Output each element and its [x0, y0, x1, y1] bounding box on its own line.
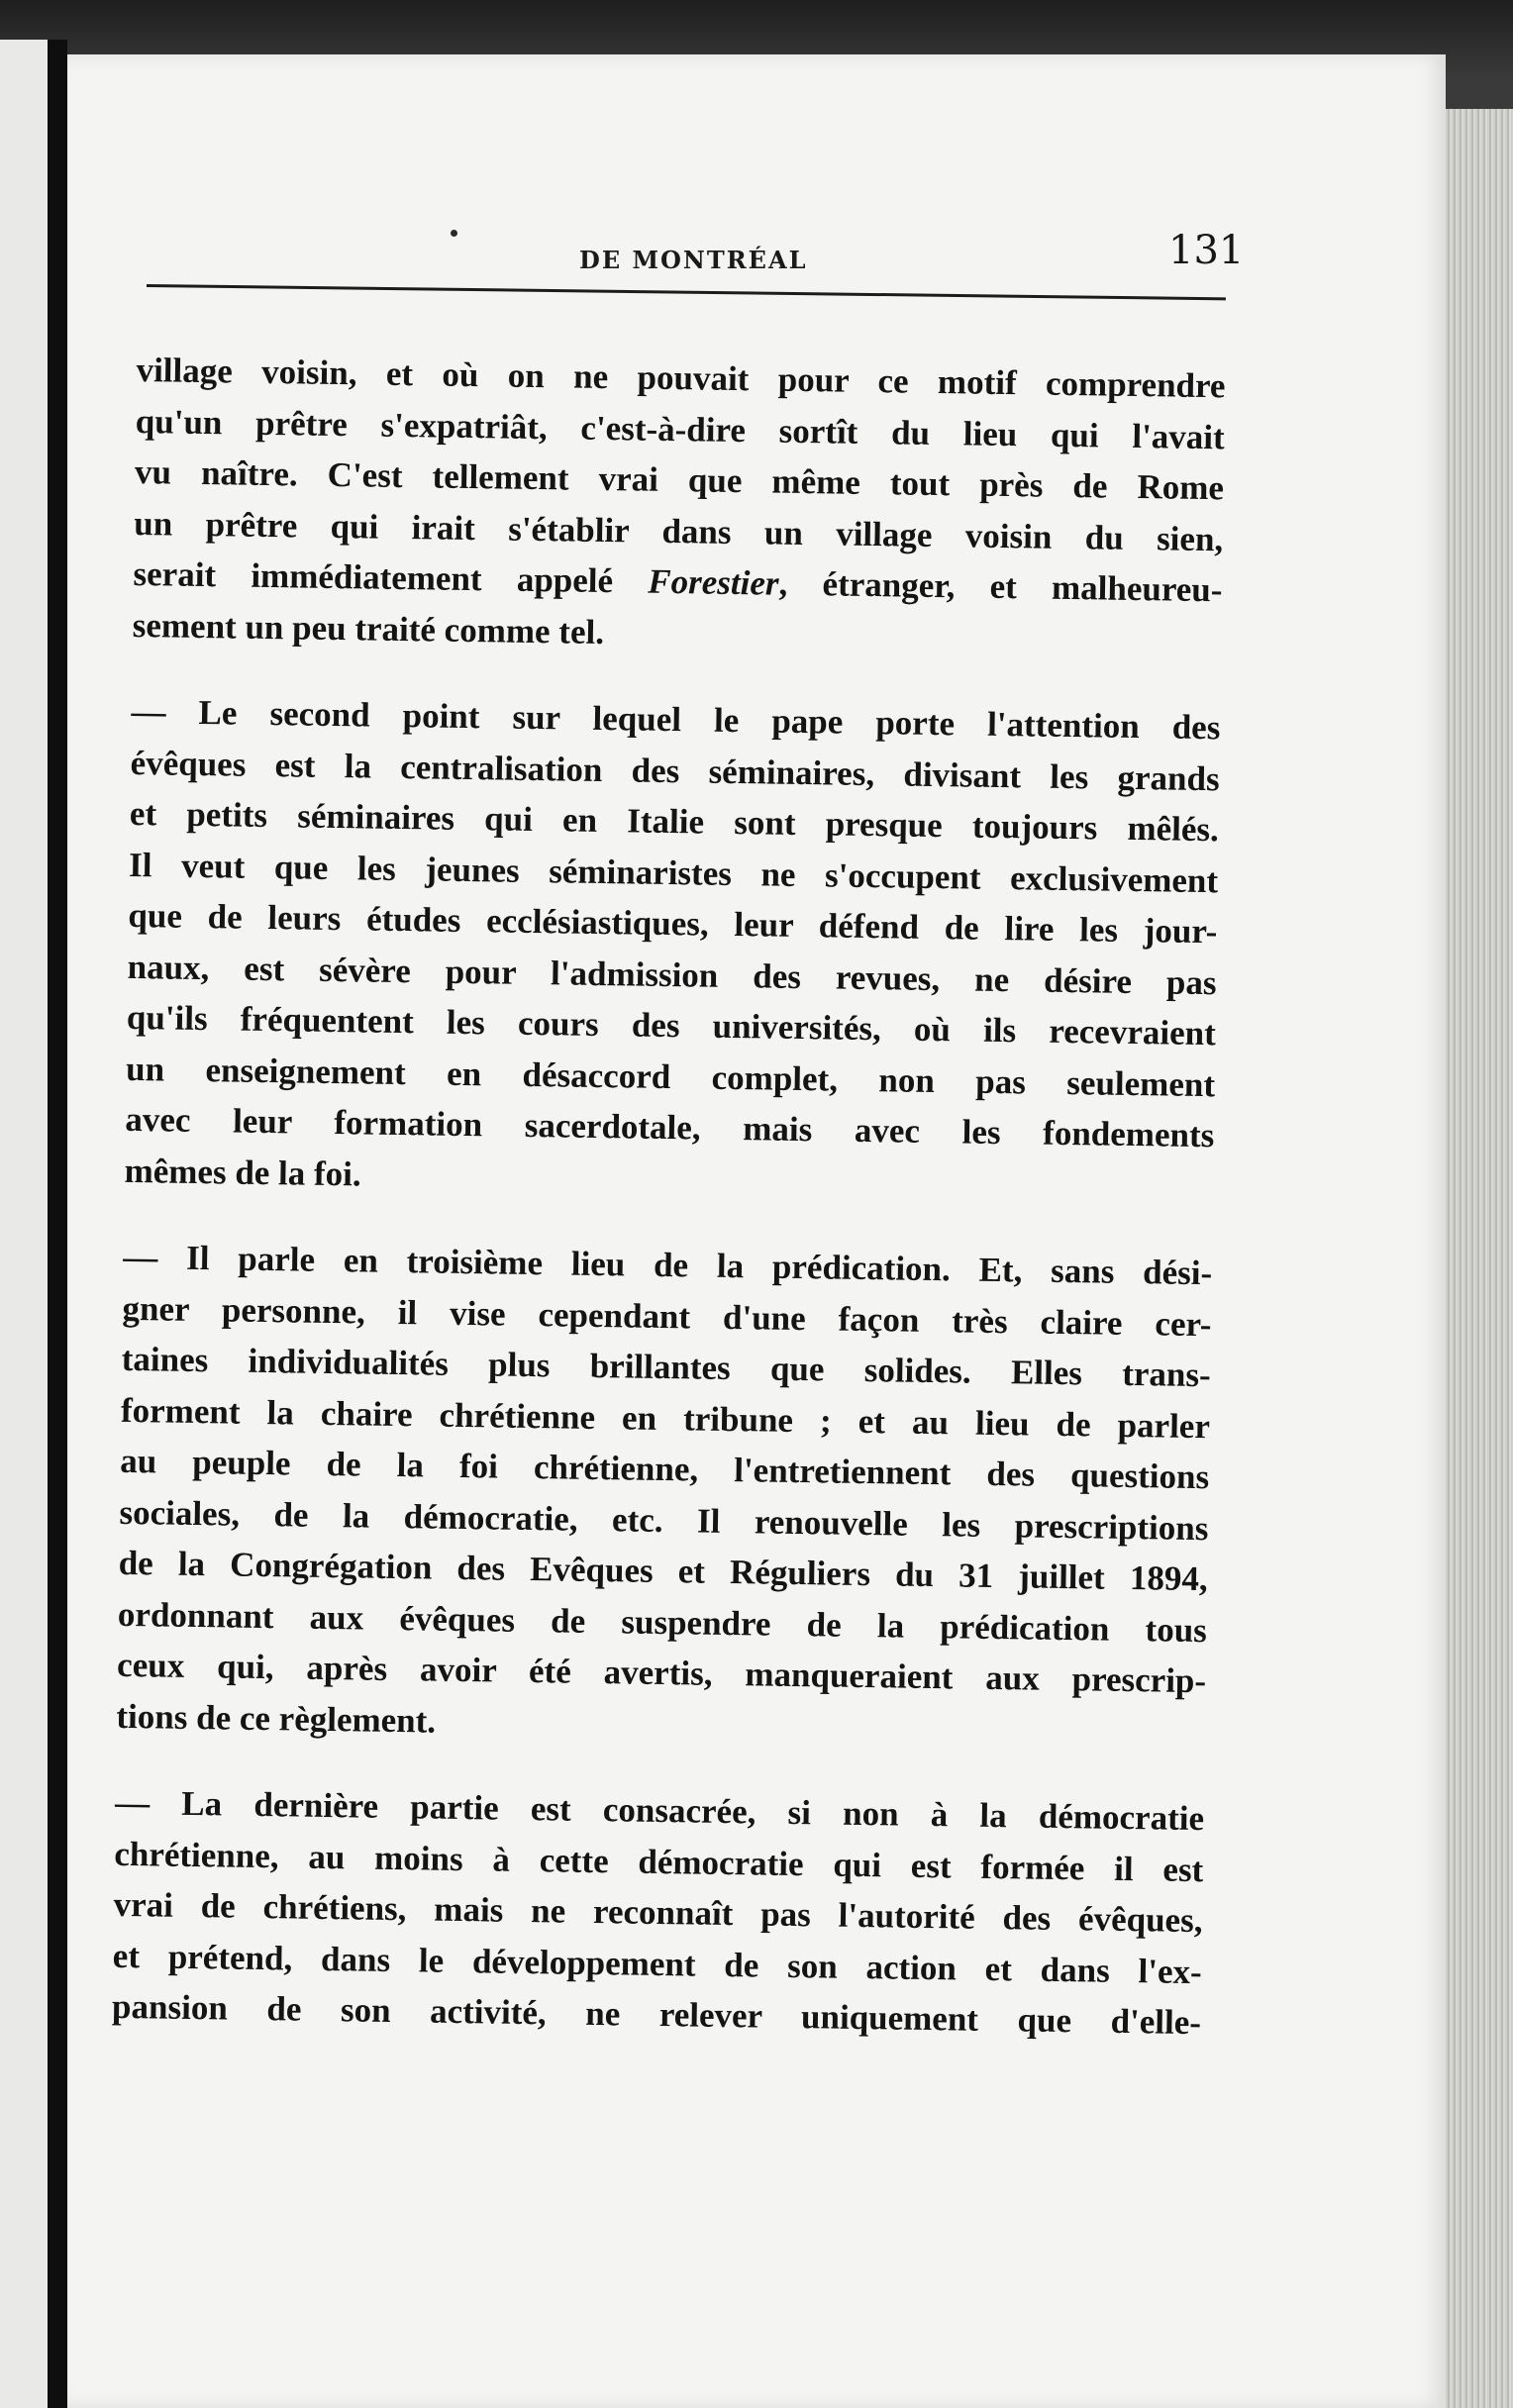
text-line: ceux qui, après avoir été avertis, manqueraient aux prescrip-: [116, 1645, 1207, 1701]
text-line: et petits séminaires qui en Italie sont presque toujours mêlés.: [129, 793, 1220, 850]
text-line: un enseignement en désaccord complet, non pas seulement: [125, 1049, 1216, 1104]
book-gutter: [48, 40, 67, 2408]
text-line: sociales, de la démocratie, etc. Il renouvelle les prescriptions: [119, 1492, 1209, 1548]
text-line: un prêtre qui irait s'établir dans un village voisin du sien,: [134, 503, 1224, 558]
paragraph-1: [132, 345, 1225, 666]
text-line: de la Congrégation des Evêques et Réguliers du 31 juillet 1894,: [118, 1543, 1208, 1599]
text-line: forment la chaire chrétienne en tribune ; et au lieu de parler: [120, 1390, 1211, 1446]
text-line: avec leur formation sacerdotale, mais avec les fondements: [125, 1099, 1215, 1155]
page-stack-edges: [1446, 109, 1513, 2408]
text-line: que de leurs études ecclésiastiques, leur défend de lire les jour-: [128, 895, 1218, 952]
text-line: gner personne, il vise cependant d'une façon très claire cer-: [122, 1288, 1212, 1344]
text-line: et prétend, dans le développement de son action et dans l'ex-: [112, 1936, 1203, 1991]
page-number: 131: [1168, 228, 1245, 273]
text-line: chrétienne, au moins à cette démocratie qui est formée il est: [114, 1834, 1204, 1889]
text-line: qu'ils fréquentent les cours des universités, où ils recevraient: [126, 997, 1217, 1054]
text-fragment: , étranger, et malheureu-: [778, 563, 1223, 610]
paragraph-2: [124, 686, 1221, 1212]
text-line: sement un peu traité comme tel.: [132, 605, 605, 652]
text-line: évêques est la centralisation des séminaires, divisant les grands: [130, 743, 1220, 798]
italic-term: Forestier: [648, 561, 779, 603]
text-line: — Le second point sur lequel le pape porte l'attention des: [131, 691, 1221, 748]
text-line: tions de ce règlement.: [116, 1696, 437, 1741]
text-line: vrai de chrétiens, mais ne reconnaît pas l'autorité des évêques,: [113, 1884, 1203, 1941]
text-line: village voisin, et où on ne pouvait pour ce motif comprendre: [136, 350, 1226, 406]
text-line: taines individualités plus brillantes que solides. Elles trans-: [121, 1339, 1211, 1395]
facing-page-edge: [0, 40, 48, 2408]
text-line: naux, est sévère pour l'admission des revues, ne désire pas: [127, 947, 1217, 1002]
ink-dot: [451, 230, 457, 237]
running-header: [139, 228, 1245, 287]
text-line: mêmes de la foi.: [124, 1151, 362, 1193]
text-line: — Il parle en troisième lieu de la prédication. Et, sans dési-: [123, 1237, 1213, 1293]
text-line: pansion de son activité, ne relever uniquement que d'elle-: [111, 1986, 1202, 2043]
text-line: vu naître. C'est tellement vrai que même tout près de Rome: [134, 452, 1225, 508]
body-text: [111, 345, 1226, 2084]
text-line: qu'un prêtre s'expatriât, c'est-à-dire sortît du lieu qui l'avait: [135, 401, 1226, 456]
text-fragment: serait immédiatement appelé: [133, 553, 649, 601]
text-line: ordonnant aux évêques de suspendre de la prédication tous: [117, 1594, 1208, 1650]
text-line: au peuple de la foi chrétienne, l'entretiennent des questions: [119, 1441, 1210, 1497]
text-line: Il veut que les jeunes séminaristes ne s'occupent exclusivement: [128, 845, 1219, 900]
paragraph-4: [112, 1777, 1205, 2049]
running-title: DE MONTRÉAL: [579, 246, 808, 274]
text-line: — La dernière partie est consacrée, si non à la démocratie: [114, 1782, 1205, 1839]
paragraph-3: [116, 1232, 1213, 1757]
